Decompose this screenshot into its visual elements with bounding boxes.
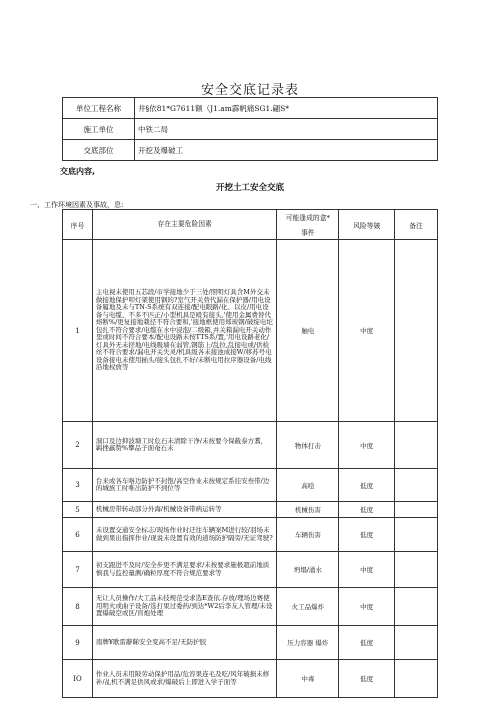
row-note xyxy=(395,626,438,660)
row-note xyxy=(395,422,438,469)
row-factor: 初支跟进不及时/安全步更不满足要求/未按要求施极超前地质慎我与监控量测/确粒厚度不符合规范要求等 xyxy=(92,552,276,588)
header-factor: 存在主要危险因素 xyxy=(92,210,276,240)
sub-title: 开挖土工安全交底 xyxy=(215,183,284,193)
risk-table xyxy=(62,209,438,698)
row-risk: 低度 xyxy=(339,518,395,552)
row-accident: 压力容器 爆炸 xyxy=(277,626,339,660)
header-note: 备注 xyxy=(395,210,438,240)
table-row xyxy=(63,469,438,502)
table-header-row xyxy=(63,210,438,240)
table-row xyxy=(63,240,438,422)
row-risk: 低度 xyxy=(339,660,395,698)
info-value: 中铁二局 xyxy=(135,119,438,140)
info-label: 交底部位 xyxy=(63,140,135,161)
row-accident: 车辆伤害 xyxy=(277,518,339,552)
row-risk: 低度 xyxy=(339,502,395,518)
row-note xyxy=(395,469,438,502)
row-risk: 低度 xyxy=(339,626,395,660)
row-no: 6 xyxy=(63,518,93,552)
row-no: 8 xyxy=(63,588,93,626)
header-accident xyxy=(277,210,339,240)
row-note xyxy=(395,660,438,698)
row-no: IO xyxy=(63,660,93,698)
row-factor: 南牌¥歌雷辭睇安全变高不足/无防护胶 xyxy=(92,626,276,660)
info-table xyxy=(62,97,438,161)
row-accident: 高哙 xyxy=(277,469,339,502)
table-row xyxy=(63,422,438,469)
info-row-location xyxy=(63,140,438,161)
row-note xyxy=(395,518,438,552)
info-row-project xyxy=(63,98,438,119)
row-accident: 物体打击 xyxy=(277,422,339,469)
row-no: 1 xyxy=(63,240,93,422)
row-risk: 中度 xyxy=(339,552,395,588)
row-no: 7 xyxy=(63,552,93,588)
row-accident: 中毒 xyxy=(277,660,339,698)
row-factor: 作业人员未用陂劳动保护用品/危容果连毛及吃/风年破损未修补/乩机不满足供风或求/爆破后上即进入学子面等 xyxy=(92,660,276,698)
table-row xyxy=(63,502,438,518)
info-label: 单位工程名称 xyxy=(63,98,135,119)
header-no: 序号 xyxy=(63,210,93,240)
row-risk: 中度 xyxy=(339,240,395,422)
info-value: 开挖及爆破工 xyxy=(135,140,438,161)
row-no: 3 xyxy=(63,469,93,502)
header-accident-line2: 事件 xyxy=(301,229,315,237)
row-accident: 火工品爆炸 xyxy=(277,588,339,626)
row-note xyxy=(395,588,438,626)
row-no: 5 xyxy=(63,502,93,518)
table-row xyxy=(63,518,438,552)
row-no: 2 xyxy=(63,422,93,469)
document-title: 安全交底记录表 xyxy=(200,83,299,98)
row-risk: 中度 xyxy=(339,588,395,626)
environment-label: 一、工作环境因素及事故，息: xyxy=(30,201,124,209)
info-label: 施工单位 xyxy=(63,119,135,140)
info-value: 井§依81*G7611额（J1.am霹帆痛SG1.翩S* xyxy=(135,98,438,119)
row-accident: 触电 xyxy=(277,240,339,422)
row-risk: 中度 xyxy=(339,422,395,469)
row-note xyxy=(395,552,438,588)
row-accident: 机械伤害 xyxy=(277,502,339,518)
table-row xyxy=(63,660,438,698)
row-risk: 低度 xyxy=(339,469,395,502)
table-row xyxy=(63,626,438,660)
info-row-contractor xyxy=(63,119,438,140)
header-accident-line1: 可能逢成的盒* xyxy=(285,214,330,222)
row-note xyxy=(395,502,438,518)
table-row xyxy=(63,552,438,588)
row-accident: 坍塌/涌水 xyxy=(277,552,339,588)
row-factor: 洞口及边抑波塘工时危石未清除干净/未按要今保截泰方翥，羁挫羸赞%攀品子面奄石未 xyxy=(92,422,276,469)
header-risk: 风险等皴 xyxy=(339,210,395,240)
row-factor: 机械房带转动部分外海/机械设备带病运转等 xyxy=(92,502,276,518)
row-note xyxy=(395,240,438,422)
row-factor: 主电视未使用五芯段/市学接地少于三处/照明灯具含M外交未做接地保护叩灯架使用钢的?室气开关替代漏在保护器/用电设备履地及未与TN-S系统有双连接/配电眼路/化、以皮/用电设备与电缆、不多不匹正/小型机具是殴有接头,'使用金属费替代熔断%/更复接地栽径不符合要和,'接地框使用郑玻钢/破绽电坨包扎不符合要求/电缆在水中浸泡/二级箱,并关箱漏电开关动作里或时间不符合要本/配电设路未按TTS系/置,'用电设路老化/灯具外无未搓地/电线吸墙在弱管,钢筋上/乱拉,乱接电或/供检丝不符合要求/漏电开关失灵/机具级各未接池成接W/移苏号电设备接电未使用插头/接头包扎不好/未断电用拉序器设备/电线沿地权放等 xyxy=(92,240,276,422)
row-no: 9 xyxy=(63,626,93,660)
table-row xyxy=(63,588,438,626)
section-label: 交底内容, xyxy=(60,167,96,176)
row-factor: 台来或各车咯边防护不封饱/高空作业未按规定系挂安叁带/边的城族工时唯出防护不到位等 xyxy=(92,469,276,502)
row-factor: 未设置交通安全标志/现场作业时迂往车辆案M进行较/羽场未做到果出指挥作业/现说未设置有效的道场防护隔旁/无证驾驶? xyxy=(92,518,276,552)
row-factor: 无让人员操作/大工品未技规范受求选E查依.存放/理场边赛使用明火或曲子设备/选打果过委药/到达*W2后李友人管理/未设置爆破空或区/盲炮处理 xyxy=(92,588,276,626)
